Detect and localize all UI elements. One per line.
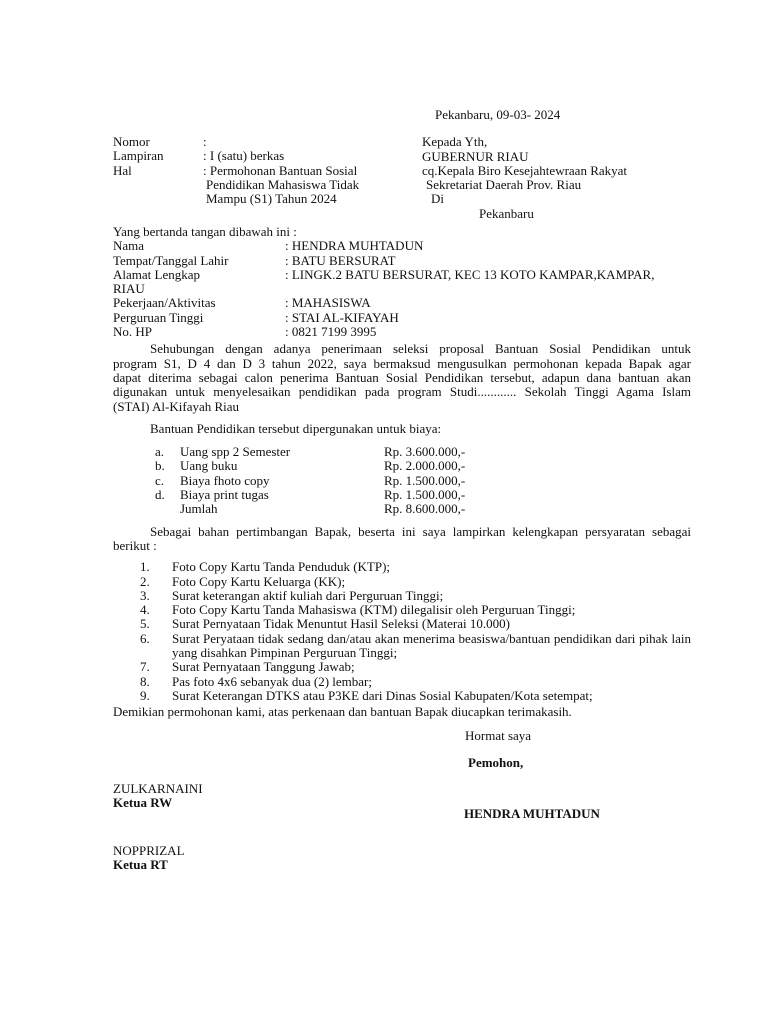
signer-name: HENDRA MUHTADUN (464, 805, 600, 821)
identity-value: : HENDRA MUHTADUN (285, 238, 424, 254)
paragraph-line: digunakan untuk menyelesaikan pendidikan pada program Studi............ Sekolah Tinggi Agama Islam (113, 384, 691, 400)
letter-meta-block (113, 135, 413, 206)
recipient-line: Kepada Yth, (422, 134, 488, 150)
signature-block (113, 729, 691, 889)
cost-amount: Rp. 1.500.000,- (384, 487, 466, 503)
subject-continuation-line: Pendidikan Mahasiswa Tidak (206, 176, 360, 192)
meta-row-hal (113, 164, 413, 178)
paragraph-line: Sehubungan dengan adanya penerimaan seleksi proposal Bantuan Sosial Pendidikan untuk (150, 341, 691, 357)
identity-row-alamat (113, 268, 691, 282)
cost-letter: b. (155, 458, 165, 474)
cost-total-row (113, 502, 691, 516)
paragraph-line: berikut : (113, 537, 157, 553)
requirement-number: 2. (140, 573, 150, 589)
signer-role: Pemohon, (468, 754, 524, 770)
cost-amount: Rp. 8.600.000,- (384, 501, 466, 517)
recipient-line: Di (431, 191, 444, 207)
meta-row-nomor (113, 135, 413, 149)
requirement-text: Foto Copy Kartu Tanda Mahasiswa (KTM) dilegalisir oleh Perguruan Tinggi; (172, 602, 576, 618)
identity-label: Alamat Lengkap (113, 266, 200, 282)
cost-item-row (113, 474, 691, 488)
requirement-item (113, 632, 691, 661)
requirement-item (113, 689, 691, 703)
requirement-item (113, 603, 691, 617)
cost-item-row (113, 459, 691, 473)
cost-letter: a. (155, 444, 165, 460)
requirement-number: 4. (140, 602, 150, 618)
requirement-number: 9. (140, 687, 150, 703)
meta-label: Lampiran (113, 148, 164, 164)
rw-title: Ketua RW (113, 794, 173, 810)
requirement-text: Foto Copy Kartu Keluarga (KK); (172, 573, 346, 589)
identity-row-nama (113, 239, 691, 253)
letter-content (113, 108, 691, 889)
requirement-text: Pas foto 4x6 sebanyak dua (2) lembar; (172, 673, 373, 689)
attachments-paragraph (113, 525, 691, 554)
cost-name: Jumlah (180, 501, 218, 517)
meta-value: : Permohonan Bantuan Sosial (203, 162, 358, 178)
meta-label: Nomor (113, 134, 150, 149)
requirement-text: Surat Pernyataan Tanggung Jawab; (172, 659, 355, 675)
letter-header (113, 108, 691, 225)
requirement-item (113, 575, 691, 589)
requirement-number: 1. (140, 559, 150, 575)
recipient-line: cq.Kepala Biro Kesejahtewraan Rakyat (422, 162, 628, 178)
letter-date: Pekanbaru, 09-03- 2024 (435, 107, 561, 122)
rt-name: NOPPRIZAL (113, 842, 185, 858)
paragraph-line: (STAI) Al-Kifayah Riau (113, 398, 240, 414)
subject-continuation-line: Mampu (S1) Tahun 2024 (206, 191, 337, 207)
cost-name: Biaya fhoto copy (180, 472, 270, 488)
requirement-number: 5. (140, 616, 150, 632)
requirement-text: Foto Copy Kartu Tanda Penduduk (KTP); (172, 559, 391, 575)
requirement-text: Surat Keterangan DTKS atau P3KE dari Dinas Sosial Kabupaten/Kota setempat; (172, 687, 593, 703)
rw-name: ZULKARNAINI (113, 780, 203, 796)
requirement-number: 6. (140, 630, 150, 646)
cost-amount: Rp. 2.000.000,- (384, 458, 466, 474)
cost-letter: c. (155, 472, 165, 488)
rw-signature (113, 782, 203, 811)
cost-name: Uang buku (180, 458, 238, 474)
identity-section (113, 225, 691, 339)
requirement-number: 7. (140, 659, 150, 675)
requirement-number: 8. (140, 673, 150, 689)
cost-letter: d. (155, 487, 165, 503)
cost-item-row (113, 488, 691, 502)
requirement-number: 3. (140, 587, 150, 603)
costs-intro: Bantuan Pendidikan tersebut dipergunakan untuk biaya: (150, 420, 442, 436)
cost-letter (155, 502, 180, 516)
requirement-text: Surat Peryataan tidak sedang dan/atau akan menerima beasiswa/bantuan pendidikan dari pihak lain yang disahkan Pimpinan Perguruan Tinggi; (172, 630, 691, 661)
identity-row-pekerjaan (113, 296, 691, 310)
closing-line: Demikian permohonan kami, atas perkenaan dan bantuan Bapak diucapkan terimakasih. (113, 704, 572, 720)
requirement-text: Surat keterangan aktif kuliah dari Perguruan Tinggi; (172, 587, 444, 603)
cost-name: Uang spp 2 Semester (180, 444, 291, 460)
recipient-line: GUBERNUR RIAU (422, 148, 529, 164)
identity-row-ttl (113, 254, 691, 268)
identity-label: Nama (113, 238, 145, 254)
identity-value: : 0821 7199 3995 (285, 324, 377, 340)
meta-value: : (203, 134, 207, 149)
identity-label: Pekerjaan/Aktivitas (113, 295, 216, 311)
cost-list (113, 445, 691, 516)
meta-value: : I (satu) berkas (203, 148, 285, 164)
identity-label: Perguruan Tinggi (113, 309, 204, 325)
cost-name: Biaya print tugas (180, 487, 269, 503)
cost-item-row (113, 445, 691, 459)
identity-value: : MAHASISWA (285, 295, 371, 311)
identity-row-hp (113, 325, 691, 339)
identity-value: : STAI AL-KIFAYAH (285, 309, 399, 325)
cost-amount: Rp. 1.500.000,- (384, 472, 466, 488)
identity-row-perguruan (113, 311, 691, 325)
address-overflow-line: RIAU (113, 281, 145, 297)
requirement-item (113, 560, 691, 574)
requirement-item (113, 589, 691, 603)
rt-signature (113, 844, 185, 873)
identity-intro: Yang bertanda tangan dibawah ini : (113, 224, 297, 239)
recipient-line: Sekretariat Daerah Prov. Riau (426, 177, 582, 193)
requirements-list (113, 560, 691, 703)
paragraph-line: dapat diterima sebagai calon penerima Bantuan Sosial Pendidikan tersebut, adapun dana bantuan akan (113, 369, 691, 385)
identity-label: No. HP (113, 324, 153, 340)
requirement-item (113, 660, 691, 674)
meta-row-lampiran (113, 149, 413, 163)
signature-salutation: Hormat saya (465, 727, 532, 743)
meta-label: Hal (113, 162, 132, 178)
recipient-line: Pekanbaru (479, 205, 534, 221)
rt-title: Ketua RT (113, 856, 168, 872)
paragraph-line: program S1, D 4 dan D 3 tahun 2022, saya bermaksud mengusulkan permohonan kepada Bapak agar (113, 355, 691, 371)
requirement-item (113, 675, 691, 689)
requirement-item (113, 617, 691, 631)
cost-amount: Rp. 3.600.000,- (384, 444, 466, 460)
requirement-text: Surat Pernyataan Tidak Menuntut Hasil Seleksi (Materai 10.000) (172, 616, 510, 632)
identity-label: Tempat/Tanggal Lahir (113, 252, 229, 268)
recipient-block (422, 108, 692, 221)
opening-paragraph (113, 342, 691, 413)
identity-value: : LINGK.2 BATU BERSURAT, KEC 13 KOTO KAMPAR,KAMPAR, (285, 266, 655, 282)
identity-value: : BATU BERSURAT (285, 252, 396, 268)
paragraph-line: Sebagai bahan pertimbangan Bapak, beserta ini saya lampirkan kelengkapan persyaratan sebagai (150, 523, 691, 539)
